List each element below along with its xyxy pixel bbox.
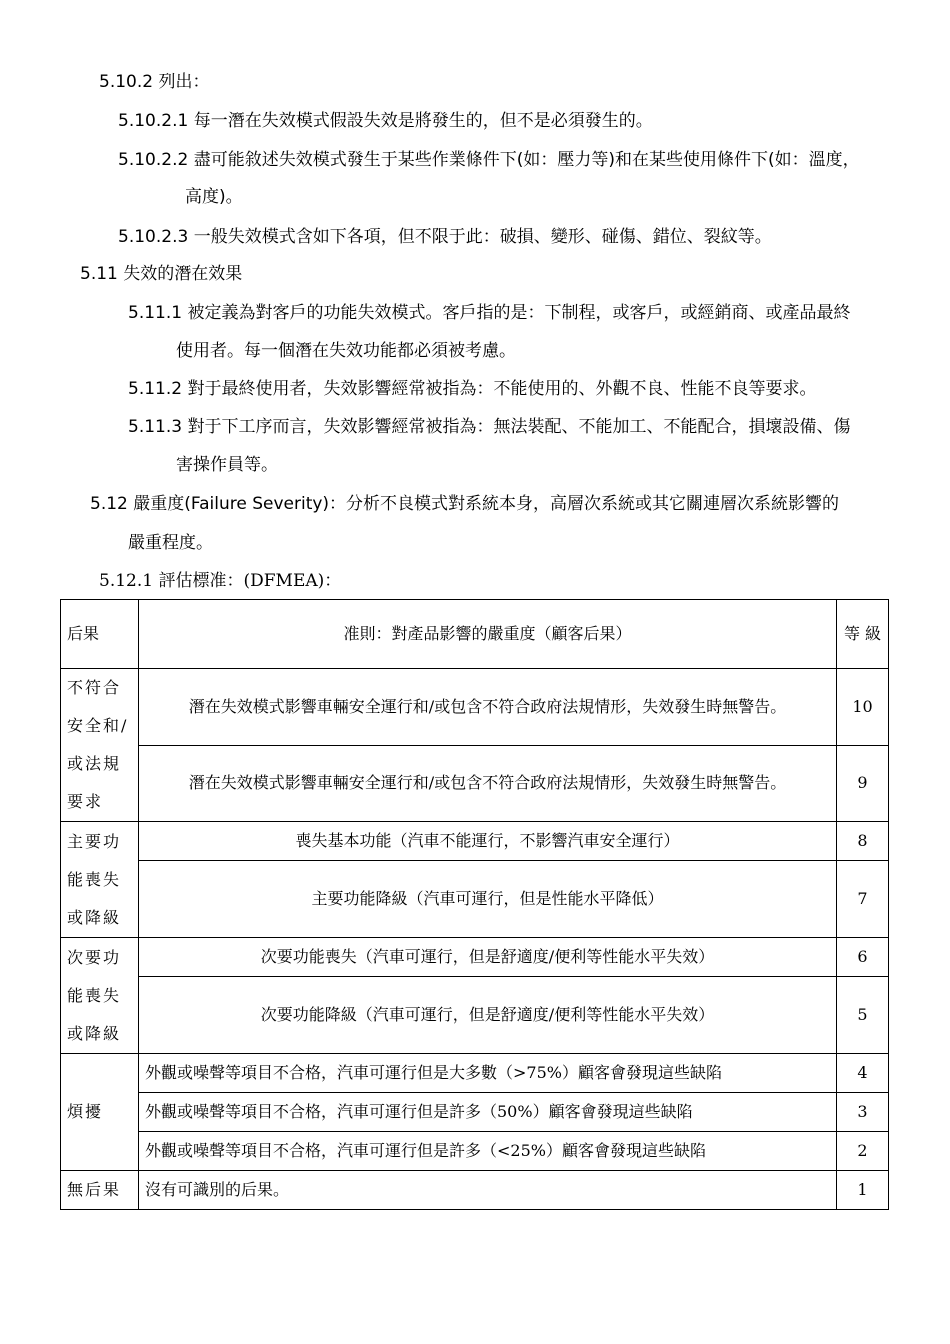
rank-cell: 4 — [837, 1054, 889, 1093]
criteria-cell: 次要功能降級（汽車可運行，但是舒適度/便利等性能水平失效） — [139, 977, 837, 1054]
criteria-cell: 沒有可識別的后果。 — [139, 1171, 837, 1210]
rank-cell: 6 — [837, 938, 889, 977]
heading-5-11: 5.11 失效的潛在效果 — [80, 264, 243, 284]
rank-cell: 10 — [837, 669, 889, 746]
table-row — [61, 745, 889, 822]
para-5-12-1: 5.12.1 評估標准：(DFMEA)： — [99, 571, 342, 591]
table-row — [61, 1093, 889, 1132]
rank-cell: 5 — [837, 977, 889, 1054]
table-row — [61, 938, 889, 977]
para-5-11-1-cont: 使用者。每一個潛在失效功能都必須被考慮。 — [176, 341, 516, 361]
category-primary: 主要功能喪失或降級 — [61, 822, 139, 938]
para-5-10-2-3: 5.10.2.3 一般失效模式含如下各項，但不限于此：破損、變形、碰傷、錯位、裂紋等。 — [118, 227, 772, 247]
criteria-cell: 外觀或噪聲等項目不合格，汽車可運行但是許多（50%）顧客會發現這些缺陷 — [139, 1093, 837, 1132]
table-row — [61, 1171, 889, 1210]
header-rank: 等 級 — [837, 600, 889, 669]
table-row — [61, 822, 889, 861]
para-5-10-2-2: 5.10.2.2 盡可能敘述失效模式發生于某些作業條件下(如：壓力等)和在某些使用條件下(如：溫度， — [118, 150, 860, 170]
header-category: 后果 — [61, 600, 139, 669]
rank-cell: 8 — [837, 822, 889, 861]
para-5-12-cont: 嚴重程度。 — [128, 533, 213, 553]
category-secondary: 次要功能喪失或降級 — [61, 938, 139, 1054]
category-none: 無后果 — [61, 1171, 139, 1210]
para-5-10-2: 5.10.2 列出： — [99, 72, 210, 92]
para-5-11-1: 5.11.1 被定義為對客戶的功能失效模式。客戶指的是：下制程，或客戶，或經銷商、或產品最終 — [128, 303, 851, 323]
criteria-cell: 主要功能降級（汽車可運行，但是性能水平降低） — [139, 861, 837, 938]
para-5-11-2: 5.11.2 對于最終使用者，失效影響經常被指為：不能使用的、外觀不良、性能不良等要求。 — [128, 379, 817, 399]
criteria-cell: 外觀或噪聲等項目不合格，汽車可運行但是大多數（>75%）顧客會發現這些缺陷 — [139, 1054, 837, 1093]
table-row — [61, 861, 889, 938]
rank-cell: 9 — [837, 745, 889, 822]
table-row — [61, 1132, 889, 1171]
para-5-11-3: 5.11.3 對于下工序而言，失效影響經常被指為：無法裝配、不能加工、不能配合，損壞設備、傷 — [128, 417, 851, 437]
category-annoyance: 煩擾 — [61, 1054, 139, 1171]
para-5-11-3-cont: 害操作員等。 — [176, 455, 278, 475]
criteria-cell: 潛在失效模式影響車輛安全運行和/或包含不符合政府法規情形，失效發生時無警告。 — [139, 745, 837, 822]
category-safety: 不符合安全和/或法規要求 — [61, 669, 139, 822]
criteria-cell: 次要功能喪失（汽車可運行，但是舒適度/便利等性能水平失效） — [139, 938, 837, 977]
rank-cell: 2 — [837, 1132, 889, 1171]
table-row — [61, 1054, 889, 1093]
severity-table — [60, 599, 889, 1210]
rank-cell: 3 — [837, 1093, 889, 1132]
table-header-row — [61, 600, 889, 669]
para-5-10-2-1: 5.10.2.1 每一潛在失效模式假設失效是將發生的，但不是必須發生的。 — [118, 111, 653, 131]
criteria-cell: 喪失基本功能（汽車不能運行，不影響汽車安全運行） — [139, 822, 837, 861]
criteria-cell: 外觀或噪聲等項目不合格，汽車可運行但是許多（<25%）顧客會發現這些缺陷 — [139, 1132, 837, 1171]
rank-cell: 1 — [837, 1171, 889, 1210]
table-row — [61, 977, 889, 1054]
header-criteria: 准則：對產品影響的嚴重度（顧客后果） — [139, 600, 837, 669]
criteria-cell: 潛在失效模式影響車輛安全運行和/或包含不符合政府法規情形，失效發生時無警告。 — [139, 669, 837, 746]
para-5-12: 5.12 嚴重度(Failure Severity)：分析不良模式對系統本身，高層次系統或其它關連層次系統影響的 — [90, 494, 840, 514]
para-5-10-2-2-cont: 高度)。 — [185, 187, 243, 207]
table-row — [61, 669, 889, 746]
rank-cell: 7 — [837, 861, 889, 938]
